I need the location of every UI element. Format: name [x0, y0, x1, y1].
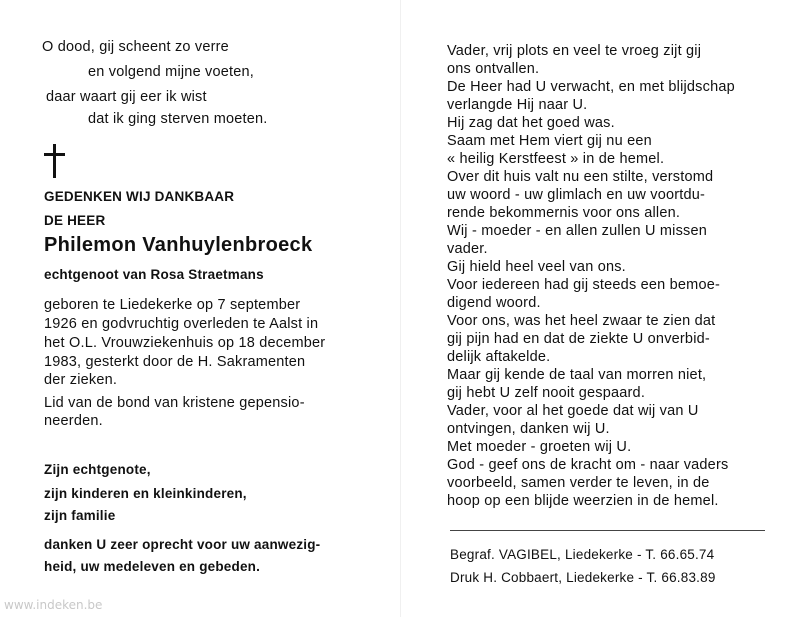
- tribute-line: « heilig Kerstfeest » in de hemel.: [447, 151, 665, 167]
- tribute-line: digend woord.: [447, 295, 541, 311]
- tribute-line: Wij - moeder - en allen zullen U missen: [447, 223, 708, 239]
- tribute-line: Voor ons, was het heel zwaar te zien dat: [447, 313, 716, 329]
- bio-line-2: 1926 en godvruchtig overleden te Aalst in: [44, 316, 319, 332]
- thanks-line-1: danken U zeer oprecht voor uw aanwezig-: [44, 537, 321, 552]
- tribute-line: Vader, voor al het goede dat wij van U: [447, 403, 699, 419]
- cross-icon: [44, 144, 64, 178]
- tribute-line: Gij hield heel veel van ons.: [447, 259, 626, 275]
- tribute-line: uw woord - uw glimlach en uw voortdu-: [447, 187, 706, 203]
- header-line-2: DE HEER: [44, 213, 106, 228]
- bio-line-1: geboren te Liedekerke op 7 september: [44, 297, 301, 313]
- site-watermark: www.indeken.be: [4, 598, 103, 612]
- tribute-line: verlangde Hij naar U.: [447, 97, 588, 113]
- tribute-line: Voor iedereen had gij steeds een bemoe-: [447, 277, 721, 293]
- tribute-line: voorbeeld, samen verder te leven, in de: [447, 475, 710, 491]
- bio-line-4: 1983, gesterkt door de H. Sakramenten: [44, 354, 306, 370]
- header-line-1: GEDENKEN WIJ DANKBAAR: [44, 189, 235, 204]
- membership-line-1: Lid van de bond van kristene gepensio-: [44, 395, 305, 411]
- tribute-line: delijk aftakelde.: [447, 349, 551, 365]
- tribute-line: rende bekommernis voor ons allen.: [447, 205, 681, 221]
- spouse-line: echtgenoot van Rosa Straetmans: [44, 267, 264, 282]
- bio-line-3: het O.L. Vrouwziekenhuis op 18 december: [44, 335, 326, 351]
- tribute-line: vader.: [447, 241, 488, 257]
- family-line-3: zijn familie: [44, 508, 116, 523]
- right-panel: [400, 0, 800, 617]
- tribute-line: Over dit huis valt nu een stilte, verstomd: [447, 169, 714, 185]
- family-line-1: Zijn echtgenote,: [44, 462, 151, 477]
- tribute-line: God - geef ons de kracht om - naar vaders: [447, 457, 729, 473]
- tribute-line: Hij zag dat het goed was.: [447, 115, 615, 131]
- tribute-line: Met moeder - groeten wij U.: [447, 439, 632, 455]
- undertaker-credit: Begraf. VAGIBEL, Liedekerke - T. 66.65.74: [450, 547, 715, 562]
- tribute-line: gij hebt U zelf nooit gespaard.: [447, 385, 646, 401]
- printer-credit: Druk H. Cobbaert, Liedekerke - T. 66.83.89: [450, 570, 716, 585]
- tribute-line: Saam met Hem viert gij nu een: [447, 133, 652, 149]
- deceased-name: Philemon Vanhuylenbroeck: [44, 234, 313, 256]
- thanks-line-2: heid, uw medeleven en gebeden.: [44, 559, 261, 574]
- tribute-line: ontvingen, danken wij U.: [447, 421, 610, 437]
- tribute-line: ons ontvallen.: [447, 61, 540, 77]
- tribute-line: Vader, vrij plots en veel te vroeg zijt gij: [447, 43, 702, 59]
- tribute-line: hoop op een blijde weerzien in de hemel.: [447, 493, 719, 509]
- tribute-line: gij pijn had en dat de ziekte U onverbid-: [447, 331, 710, 347]
- poem-line-2: en volgend mijne voeten,: [88, 64, 255, 80]
- membership-line-2: neerden.: [44, 413, 103, 429]
- bio-line-5: der zieken.: [44, 372, 118, 388]
- credits-divider: [450, 530, 765, 531]
- poem-line-1: O dood, gij scheent zo verre: [42, 39, 229, 55]
- family-line-2: zijn kinderen en kleinkinderen,: [44, 486, 247, 501]
- tribute-line: De Heer had U verwacht, en met blijdschap: [447, 79, 735, 95]
- poem-line-3: daar waart gij eer ik wist: [46, 89, 207, 105]
- poem-line-4: dat ik ging sterven moeten.: [88, 111, 268, 127]
- tribute-line: Maar gij kende de taal van morren niet,: [447, 367, 707, 383]
